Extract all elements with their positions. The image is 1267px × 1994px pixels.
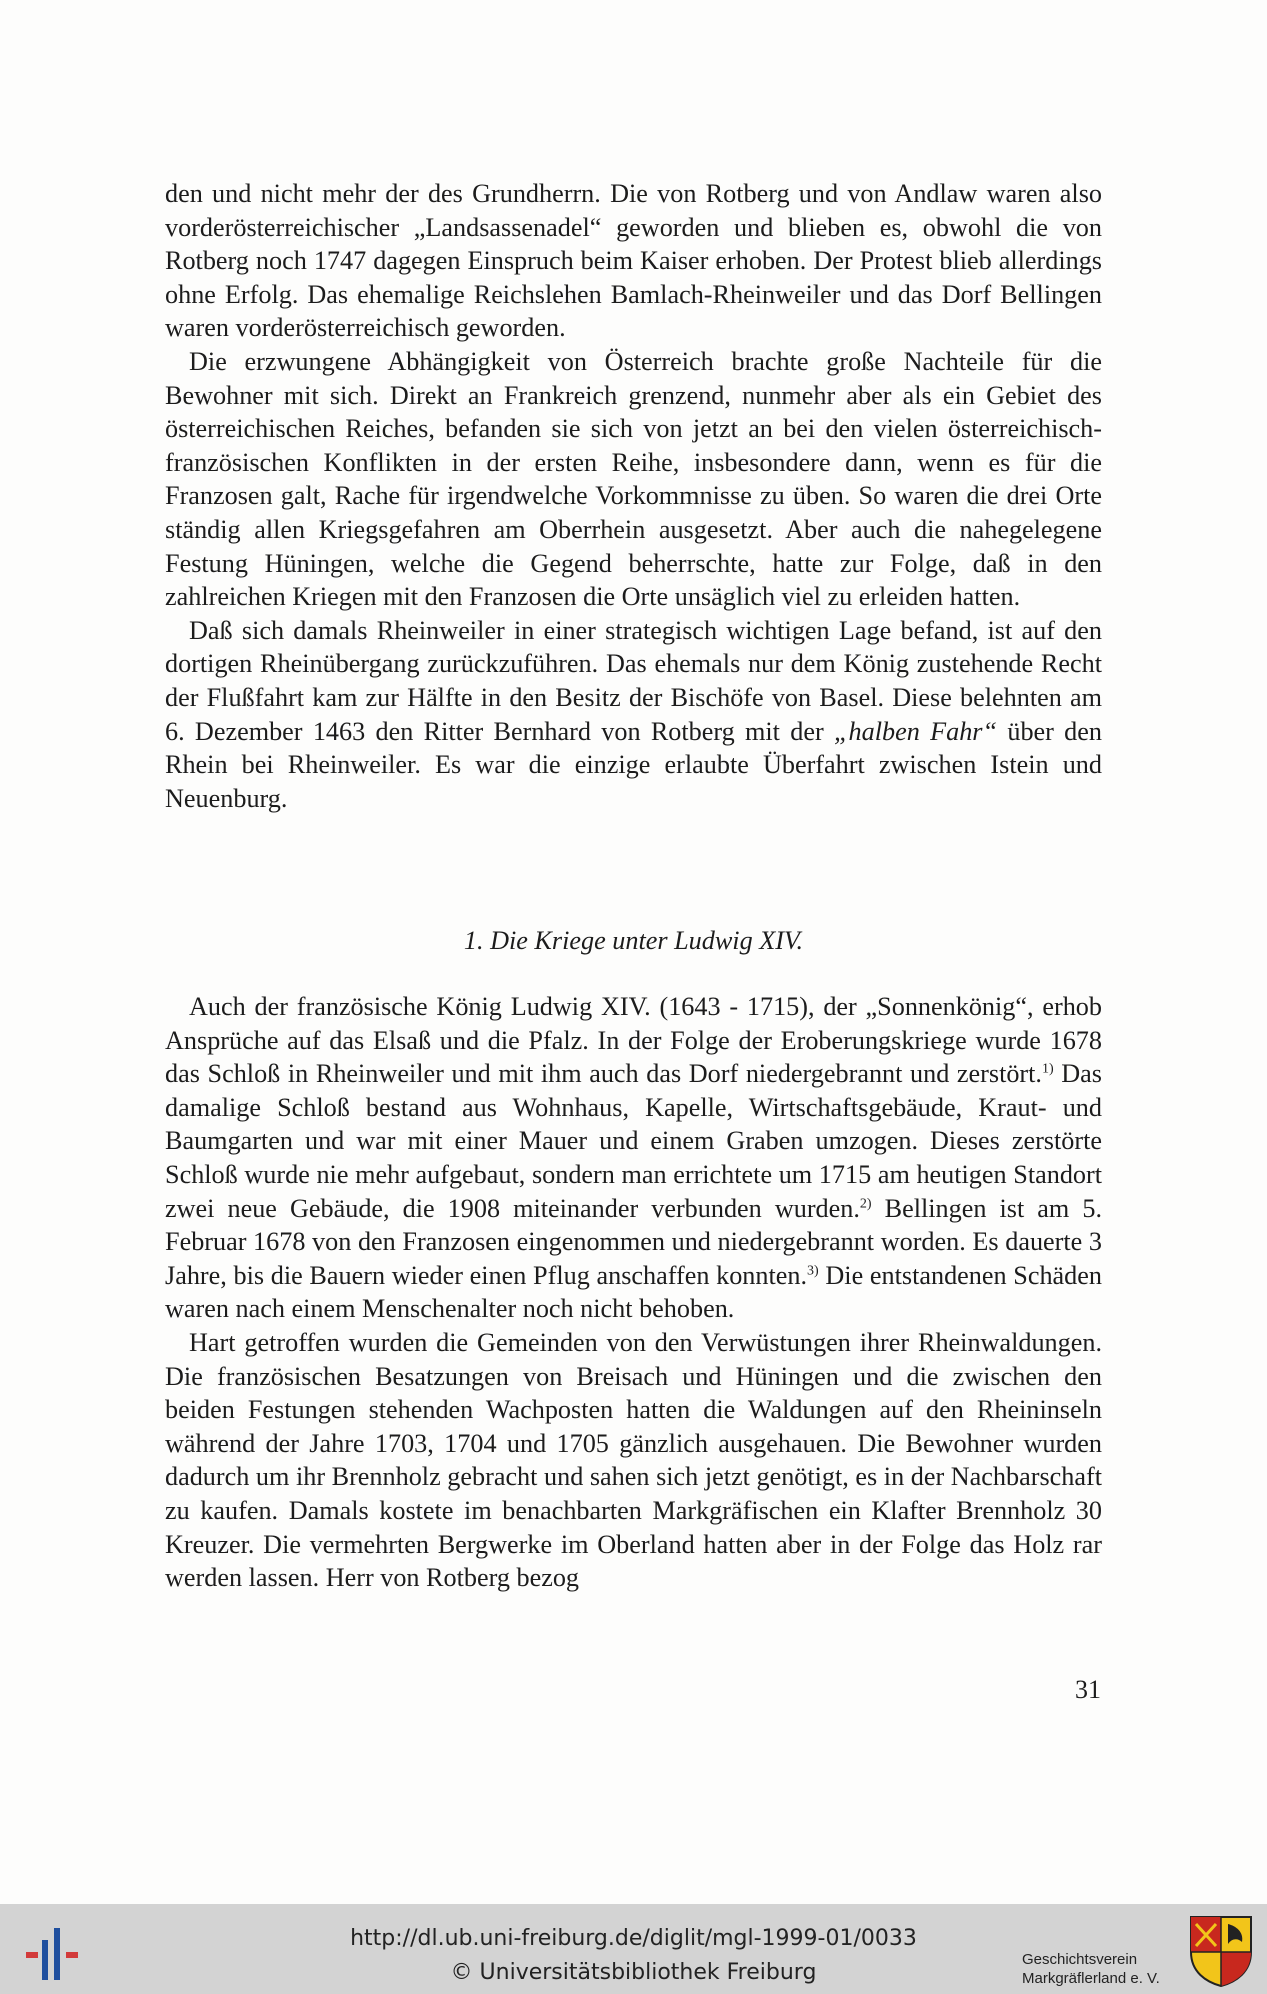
- italic-term: „halben Fahr“: [833, 716, 998, 746]
- society-name-line: Markgräflerland e. V.: [1022, 1970, 1160, 1987]
- paragraph-text: Auch der französische König Ludwig XIV. (1643 - 1715), der „Sonnenkönig“, erhob Ansprüche auf das Elsaß und die Pfalz. In der Folge der Eroberungskriege wurde 1678 das Schloß in Rheinweiler und mit ihm auch das Dorf niedergebrannt und zerstört.: [165, 992, 1102, 1089]
- paragraph-text: Daß sich damals Rheinweiler in einer strategisch wichtigen Lage befand, ist auf den dortigen Rheinübergang zurückzuführen. Das ehemals nur dem König zustehende Recht der Flußfahrt kam zur Hälfte in den Besitz der Bischöfe von Basel. Diese belehnten am 6. Dezember 1463 den Ritter Bernhard von Rotberg mit der: [165, 615, 1102, 746]
- footnote-marker: 2): [859, 1195, 872, 1211]
- permalink-url[interactable]: http://dl.ub.uni-freiburg.de/diglit/mgl-1999-01/0033: [350, 1926, 917, 1951]
- footnote-marker: 1): [1041, 1061, 1054, 1077]
- body-text-bottom: [165, 990, 1102, 1595]
- section-heading: 1. Die Kriege unter Ludwig XIV.: [463, 926, 804, 955]
- page-number: 31: [1075, 1675, 1101, 1704]
- paragraph: [165, 990, 1102, 1326]
- paragraph: Die erzwungene Abhängigkeit von Österreich brachte große Nachteile für die Bewohner mit sich. Direkt an Frankreich grenzend, nunmehr aber als ein Gebiet des österreichischen Reiches, befanden sie sich von jetzt an bei den vielen österreichisch-französischen Konflikten in der ersten Reihe, insbesondere dann, wenn es für die Franzosen galt, Rache für irgendwelche Vorkommnisse zu üben. So waren die drei Orte ständig allen Kriegsgefahren am Oberrhein ausgesetzt. Aber auch die nahegelegene Festung Hüningen, welche die Gegend beherrschte, hatte zur Folge, daß in den zahlreichen Kriegen mit den Franzosen die Orte unsäglich viel zu erleiden hatten.: [165, 346, 1102, 612]
- footnote-marker: 3): [807, 1263, 819, 1279]
- paragraph-text: Das damalige Schloß bestand aus Wohnhaus, Kapelle, Wirtschaftsgebäude, Kraut- und Baumgarten und war mit einer Mauer und einem Graben umzogen. Dieses zerstörte Schloß wurde nie mehr aufgebaut, sondern man errichtete um 1715 am heutigen Standort zwei neue Gebäude, die 1908 miteinander verbunden wurden.: [165, 1059, 1102, 1223]
- body-text-top: [165, 177, 1102, 815]
- footer-bar: [0, 1904, 1267, 1994]
- coat-of-arms-icon: [1188, 1914, 1254, 1988]
- society-name-line: Geschichtsverein: [1022, 1951, 1138, 1968]
- paragraph-text: Bellingen ist am 5. Februar 1678 von den Franzosen eingenommen und niedergebrannt worden. Es dauerte 3 Jahre, bis die Bauern wieder einen Pflug anschaffen konnten.: [165, 1193, 1102, 1290]
- society-name: [1022, 1950, 1160, 1988]
- paragraph: den und nicht mehr der des Grundherrn. Die von Rotberg und von Andlaw waren also vorderösterreichischer „Landsassenadel“ geworden und blieben es, obwohl die von Rotberg noch 1747 dagegen Einspruch beim Kaiser erhoben. Der Protest blieb allerdings ohne Erfolg. Das ehemalige Reichslehen Bamlach-Rheinweiler und das Dorf Bellingen waren vorderösterreichisch geworden.: [165, 179, 1102, 343]
- paragraph-text: über den Rhein bei Rheinweiler. Es war die einzige erlaubte Überfahrt zwischen Istein und Neuenburg.: [165, 716, 1102, 813]
- paragraph-text: Die entstandenen Schäden waren nach einem Menschenalter noch nicht behoben.: [165, 1260, 1102, 1324]
- paragraph: [165, 614, 1102, 816]
- paragraph: Hart getroffen wurden die Gemeinden von den Verwüstungen ihrer Rheinwaldungen. Die französischen Besatzungen von Breisach und Hüningen und die zwischen den beiden Festungen stehenden Wachposten hatten die Waldungen auf den Rheininseln während der Jahre 1703, 1704 und 1705 gänzlich ausgehauen. Die Bewohner wurden dadurch um ihr Brennholz gebracht und sahen sich jetzt genötigt, es in der Nachbarschaft zu kaufen. Damals kostete im benachbarten Markgräfischen ein Klafter Brennholz 30 Kreuzer. Die vermehrten Bergwerke im Oberland hatten aber in der Folge das Holz rar werden lassen. Herr von Rotberg bezog: [165, 1327, 1102, 1593]
- copyright-notice: © Universitätsbibliothek Freiburg: [450, 1960, 817, 1985]
